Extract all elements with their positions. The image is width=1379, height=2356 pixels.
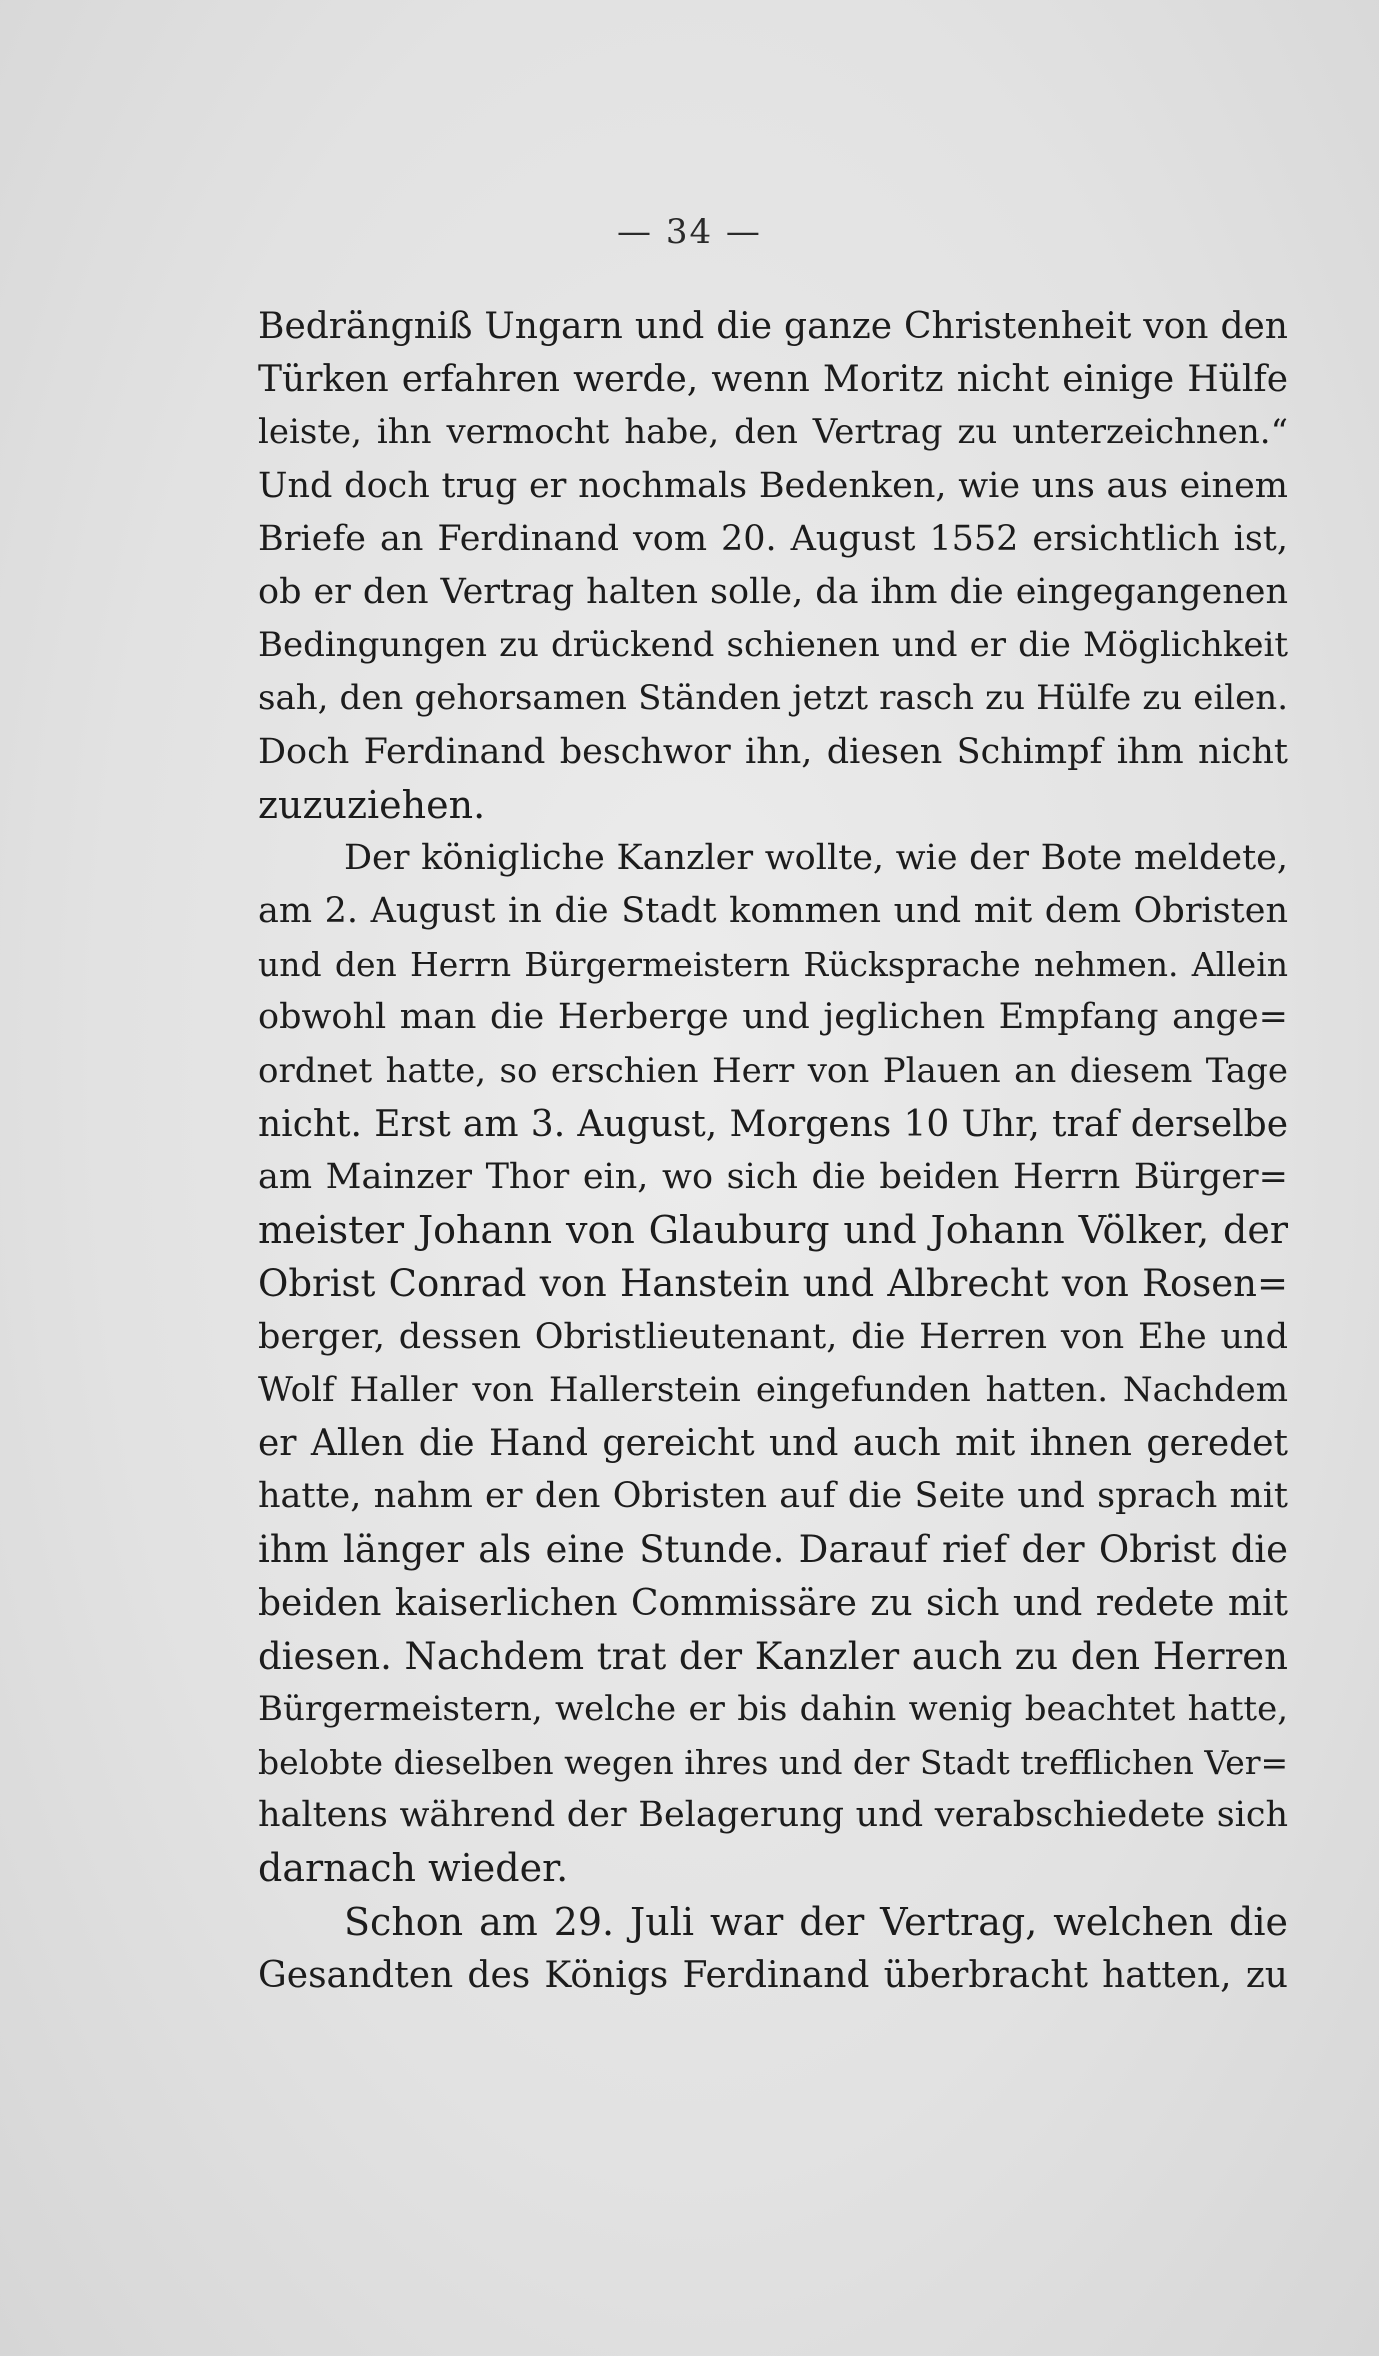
- text-line: Schon am 29. Juli war der Vertrag, welchen die: [344, 1899, 1288, 1944]
- text-line: Der königliche Kanzler wollte, wie der Bote meldete,: [344, 837, 1288, 878]
- text-line: nicht. Erst am 3. August, Morgens 10 Uhr, traf derselbe: [258, 1103, 1288, 1145]
- text-line: sah, den gehorsamen Ständen jetzt rasch zu Hülfe zu eilen.: [258, 678, 1288, 719]
- text-line: Wolf Haller von Hallerstein eingefunden hatten. Nachdem: [258, 1369, 1288, 1410]
- text-line: Und doch trug er nochmals Bedenken, wie uns aus einem: [258, 465, 1288, 506]
- text-line: diesen. Nachdem trat der Kanzler auch zu den Herren: [258, 1634, 1288, 1678]
- text-line: meister Johann von Glauburg und Johann Völker, der: [258, 1208, 1288, 1253]
- text-line: am 2. August in die Stadt kommen und mit dem Obristen: [258, 891, 1288, 932]
- text-line: am Mainzer Thor ein, wo sich die beiden Herrn Bürger=: [258, 1157, 1288, 1197]
- text-line: ihm länger als eine Stunde. Darauf rief der Obrist die: [258, 1528, 1288, 1572]
- text-line: beiden kaiserlichen Commissäre zu sich und redete mit: [258, 1582, 1288, 1624]
- text-line: darnach wieder.: [258, 1846, 569, 1891]
- text-line: berger, dessen Obristlieutenant, die Herren von Ehe und: [258, 1316, 1288, 1357]
- text-line: ordnet hatte, so erschien Herr von Plauen an diesem Tage: [258, 1050, 1288, 1091]
- text-line: obwohl man die Herberge und jeglichen Empfang ange=: [258, 997, 1288, 1038]
- text-line: belobte dieselben wegen ihres und der Stadt trefflichen Ver=: [258, 1743, 1288, 1783]
- page-number: — 34 —: [617, 212, 762, 252]
- text-line: Türken erfahren werde, wenn Moritz nicht einige Hülfe: [258, 359, 1288, 401]
- text-line: und den Herrn Bürgermeistern Rücksprache nehmen. Allein: [258, 945, 1288, 985]
- text-line: ob er den Vertrag halten solle, da ihm die eingegangenen: [258, 571, 1288, 612]
- text-line: er Allen die Hand gereicht und auch mit ihnen geredet: [258, 1422, 1288, 1464]
- text-line: leiste, ihn vermocht habe, den Vertrag zu unterzeichnen.“: [258, 412, 1288, 453]
- text-line: Doch Ferdinand beschwor ihn, diesen Schimpf ihm nicht: [258, 731, 1288, 772]
- text-line: zuzuziehen.: [258, 782, 486, 827]
- text-line: Obrist Conrad von Hanstein und Albrecht von Rosen=: [258, 1262, 1288, 1306]
- body-text: [258, 300, 1288, 2002]
- text-line: hatte, nahm er den Obristen auf die Seite und sprach mit: [258, 1476, 1288, 1517]
- text-line: Bedingungen zu drückend schienen und er die Möglichkeit: [258, 625, 1288, 666]
- text-line: haltens während der Belagerung und verabschiedete sich: [258, 1795, 1288, 1836]
- text-line: Briefe an Ferdinand vom 20. August 1552 ersichtlich ist,: [258, 518, 1288, 559]
- text-line: Gesandten des Königs Ferdinand überbracht hatten, zu: [258, 1954, 1288, 1996]
- text-line: Bedrängniß Ungarn und die ganze Christenheit von den: [258, 306, 1288, 347]
- text-line: Bürgermeistern, welche er bis dahin wenig beachtet hatte,: [258, 1688, 1288, 1729]
